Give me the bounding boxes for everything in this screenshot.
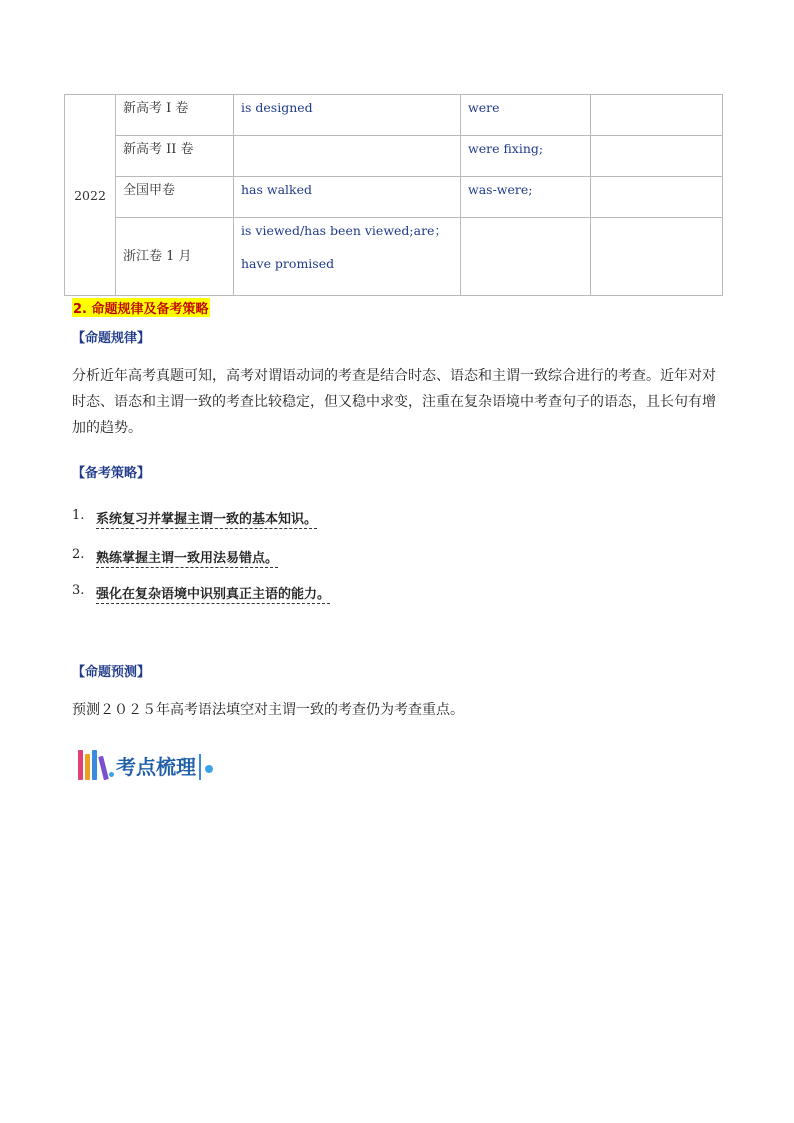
strategy-item: 3. 强化在复杂语境中识别真正主语的能力。 [72, 583, 331, 602]
answer-cell [591, 136, 723, 177]
section-banner [78, 750, 213, 780]
rule-paragraph: 分析近年高考真题可知，高考对谓语动词的考查是结合时态、语态和主谓一致综合进行的考查。近年对对时态、语态和主谓一致的考查比较稳定，但又稳中求变，注重在复杂语境中考查句子的语态，且长句有增加的趋势。 [72, 368, 716, 436]
section-heading: 2. 命题规律及备考策略 [72, 298, 210, 317]
answer-cell [234, 218, 461, 296]
answer-cell [591, 177, 723, 218]
year-cell: 2022 [65, 95, 116, 296]
answer-cell [591, 95, 723, 136]
exam-cell: 新高考 I 卷 [116, 95, 234, 136]
strategy-label: 【备考策略】 [72, 466, 151, 481]
exam-cell: 新高考 II 卷 [116, 136, 234, 177]
predict-paragraph: 预测２０２５年高考语法填空对主谓一致的考查仍为考查重点。 [72, 702, 464, 718]
banner-title: 考点梳理 [116, 754, 201, 780]
books-icon [78, 750, 106, 780]
exam-table [64, 94, 723, 296]
answer-cell [461, 218, 591, 296]
exam-cell: 浙江卷 1 月 [116, 218, 234, 296]
predict-label: 【命题预测】 [72, 665, 151, 680]
answer-cell: were [461, 95, 591, 136]
dot-icon [109, 772, 114, 777]
strategy-item: 2. 熟练掌握主谓一致用法易错点。 [72, 547, 279, 566]
answer-cell: is designed [234, 95, 461, 136]
strategy-item: 1. 系统复习并掌握主谓一致的基本知识。 [72, 508, 318, 527]
answer-cell: were fixing; [461, 136, 591, 177]
dot-icon [205, 765, 213, 773]
answer-line: have promised [241, 255, 335, 271]
answer-cell: has walked [234, 177, 461, 218]
answer-cell: was-were; [461, 177, 591, 218]
rule-label: 【命题规律】 [72, 331, 151, 346]
exam-cell: 全国甲卷 [116, 177, 234, 218]
answer-line: is viewed/has been viewed;are； [241, 223, 447, 238]
answer-cell [234, 136, 461, 177]
answer-cell [591, 218, 723, 296]
